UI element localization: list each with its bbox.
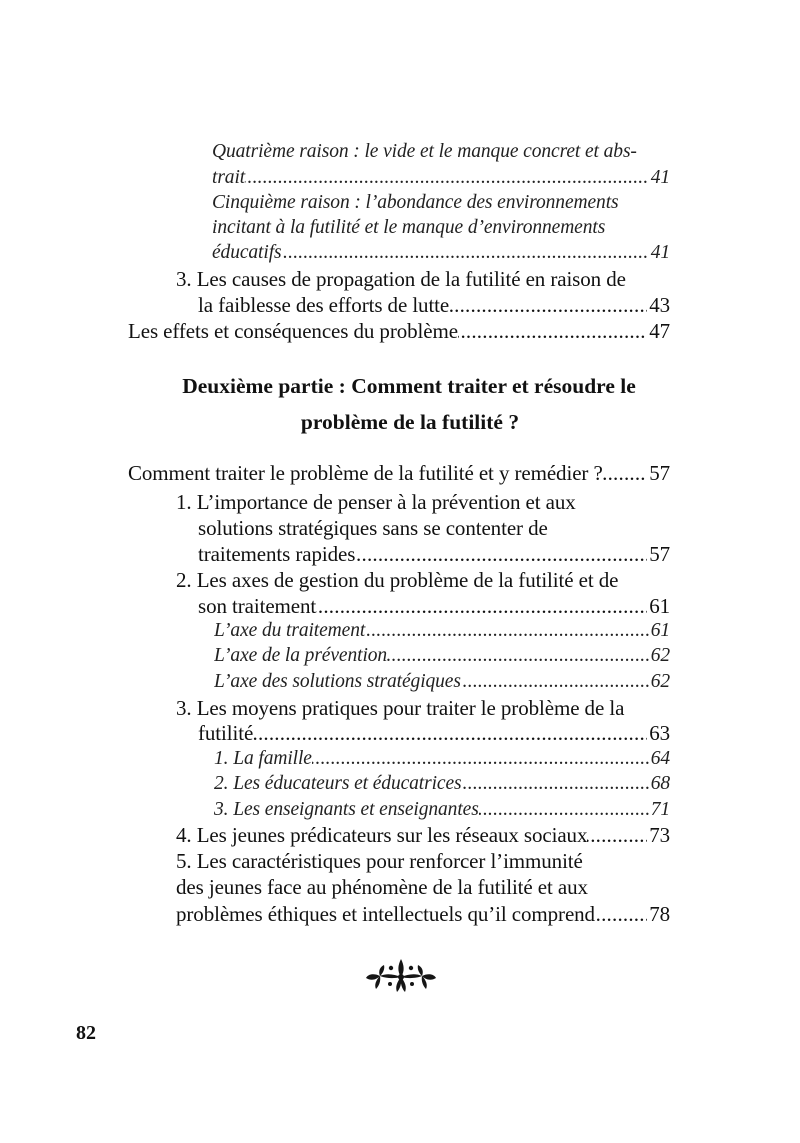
toc-entry: son traitement 61 ..... xyxy=(198,593,670,619)
toc-entry: Cinquième raison : l’abondance des environnements xyxy=(212,192,619,213)
part-heading-line-1: Deuxième partie : Comment traiter et résoudre le xyxy=(182,374,636,398)
toc-page-number: 68 xyxy=(649,771,670,797)
toc-entry: L’axe de la prévention 62 ..... xyxy=(214,643,670,669)
toc-page-number: 62 xyxy=(649,669,670,695)
toc-page-number: 41 xyxy=(649,240,670,266)
toc-entry: 1. La famille 64 ..... xyxy=(214,746,670,772)
toc-entry: problèmes éthiques et intellectuels qu’il comprend 78 ..... xyxy=(176,901,670,927)
toc-entry: éducatifs 41 ..... xyxy=(212,240,670,266)
toc-page-number: 61 xyxy=(649,618,670,644)
toc-entry: 1. L’importance de penser à la prévention et aux xyxy=(176,490,576,514)
toc-page-number: 73 xyxy=(649,823,670,847)
page-number: 82 xyxy=(76,1022,96,1044)
toc-entry: futilité 63 ..... xyxy=(198,720,670,746)
toc-entry: L’axe des solutions stratégiques 62 ..... xyxy=(214,669,670,695)
toc-page-number: 57 xyxy=(649,542,670,566)
toc-entry: solutions stratégiques sans se contenter de xyxy=(198,516,548,540)
toc-entry: 3. Les causes de propagation de la futilité en raison de xyxy=(176,267,626,291)
toc-entry: Quatrième raison : le vide et le manque concret et abs- xyxy=(212,141,637,162)
toc-entry: 4. Les jeunes prédicateurs sur les réseaux sociaux 73 ..... xyxy=(176,822,670,848)
toc-page-number: 64 xyxy=(649,746,670,772)
toc-entry: traitements rapides 57 ..... xyxy=(198,541,670,567)
toc-entry: Comment traiter le problème de la futilité et y remédier ? 57 ..... xyxy=(128,460,670,486)
toc-entry: L’axe du traitement 61 ..... xyxy=(214,618,670,644)
toc-page-number: 57 xyxy=(649,461,670,485)
toc-entry: 5. Les caractéristiques pour renforcer l’immunité xyxy=(176,849,583,873)
toc-page-number: 63 xyxy=(649,721,670,745)
toc-page-number: 61 xyxy=(649,594,670,618)
toc-page-number: 71 xyxy=(649,797,670,823)
toc-entry: la faiblesse des efforts de lutte 43 ..... xyxy=(198,292,670,318)
toc-page-number: 43 xyxy=(649,293,670,317)
toc-entry: trait 41 ..... xyxy=(212,165,670,191)
toc-entry: 2. Les axes de gestion du problème de la futilité et de xyxy=(176,568,619,592)
toc-entry: Les effets et conséquences du problème 47 ..... xyxy=(128,318,670,344)
toc-entry: des jeunes face au phénomène de la futilité et aux xyxy=(176,875,588,899)
toc-page-number: 41 xyxy=(649,165,670,191)
toc-page-number: 47 xyxy=(649,319,670,343)
fleuron-ornament-icon xyxy=(364,955,438,995)
toc-page-number: 78 xyxy=(649,902,670,926)
toc-page-number: 62 xyxy=(649,643,670,669)
toc-entry: 2. Les éducateurs et éducatrices 68 ..... xyxy=(214,771,670,797)
toc-entry: incitant à la futilité et le manque d’environnements xyxy=(212,217,606,238)
toc-entry: 3. Les enseignants et enseignantes 71 ..... xyxy=(214,797,670,823)
toc-entry: 3. Les moyens pratiques pour traiter le problème de la xyxy=(176,696,625,720)
part-heading-line-2: problème de la futilité ? xyxy=(300,410,520,434)
